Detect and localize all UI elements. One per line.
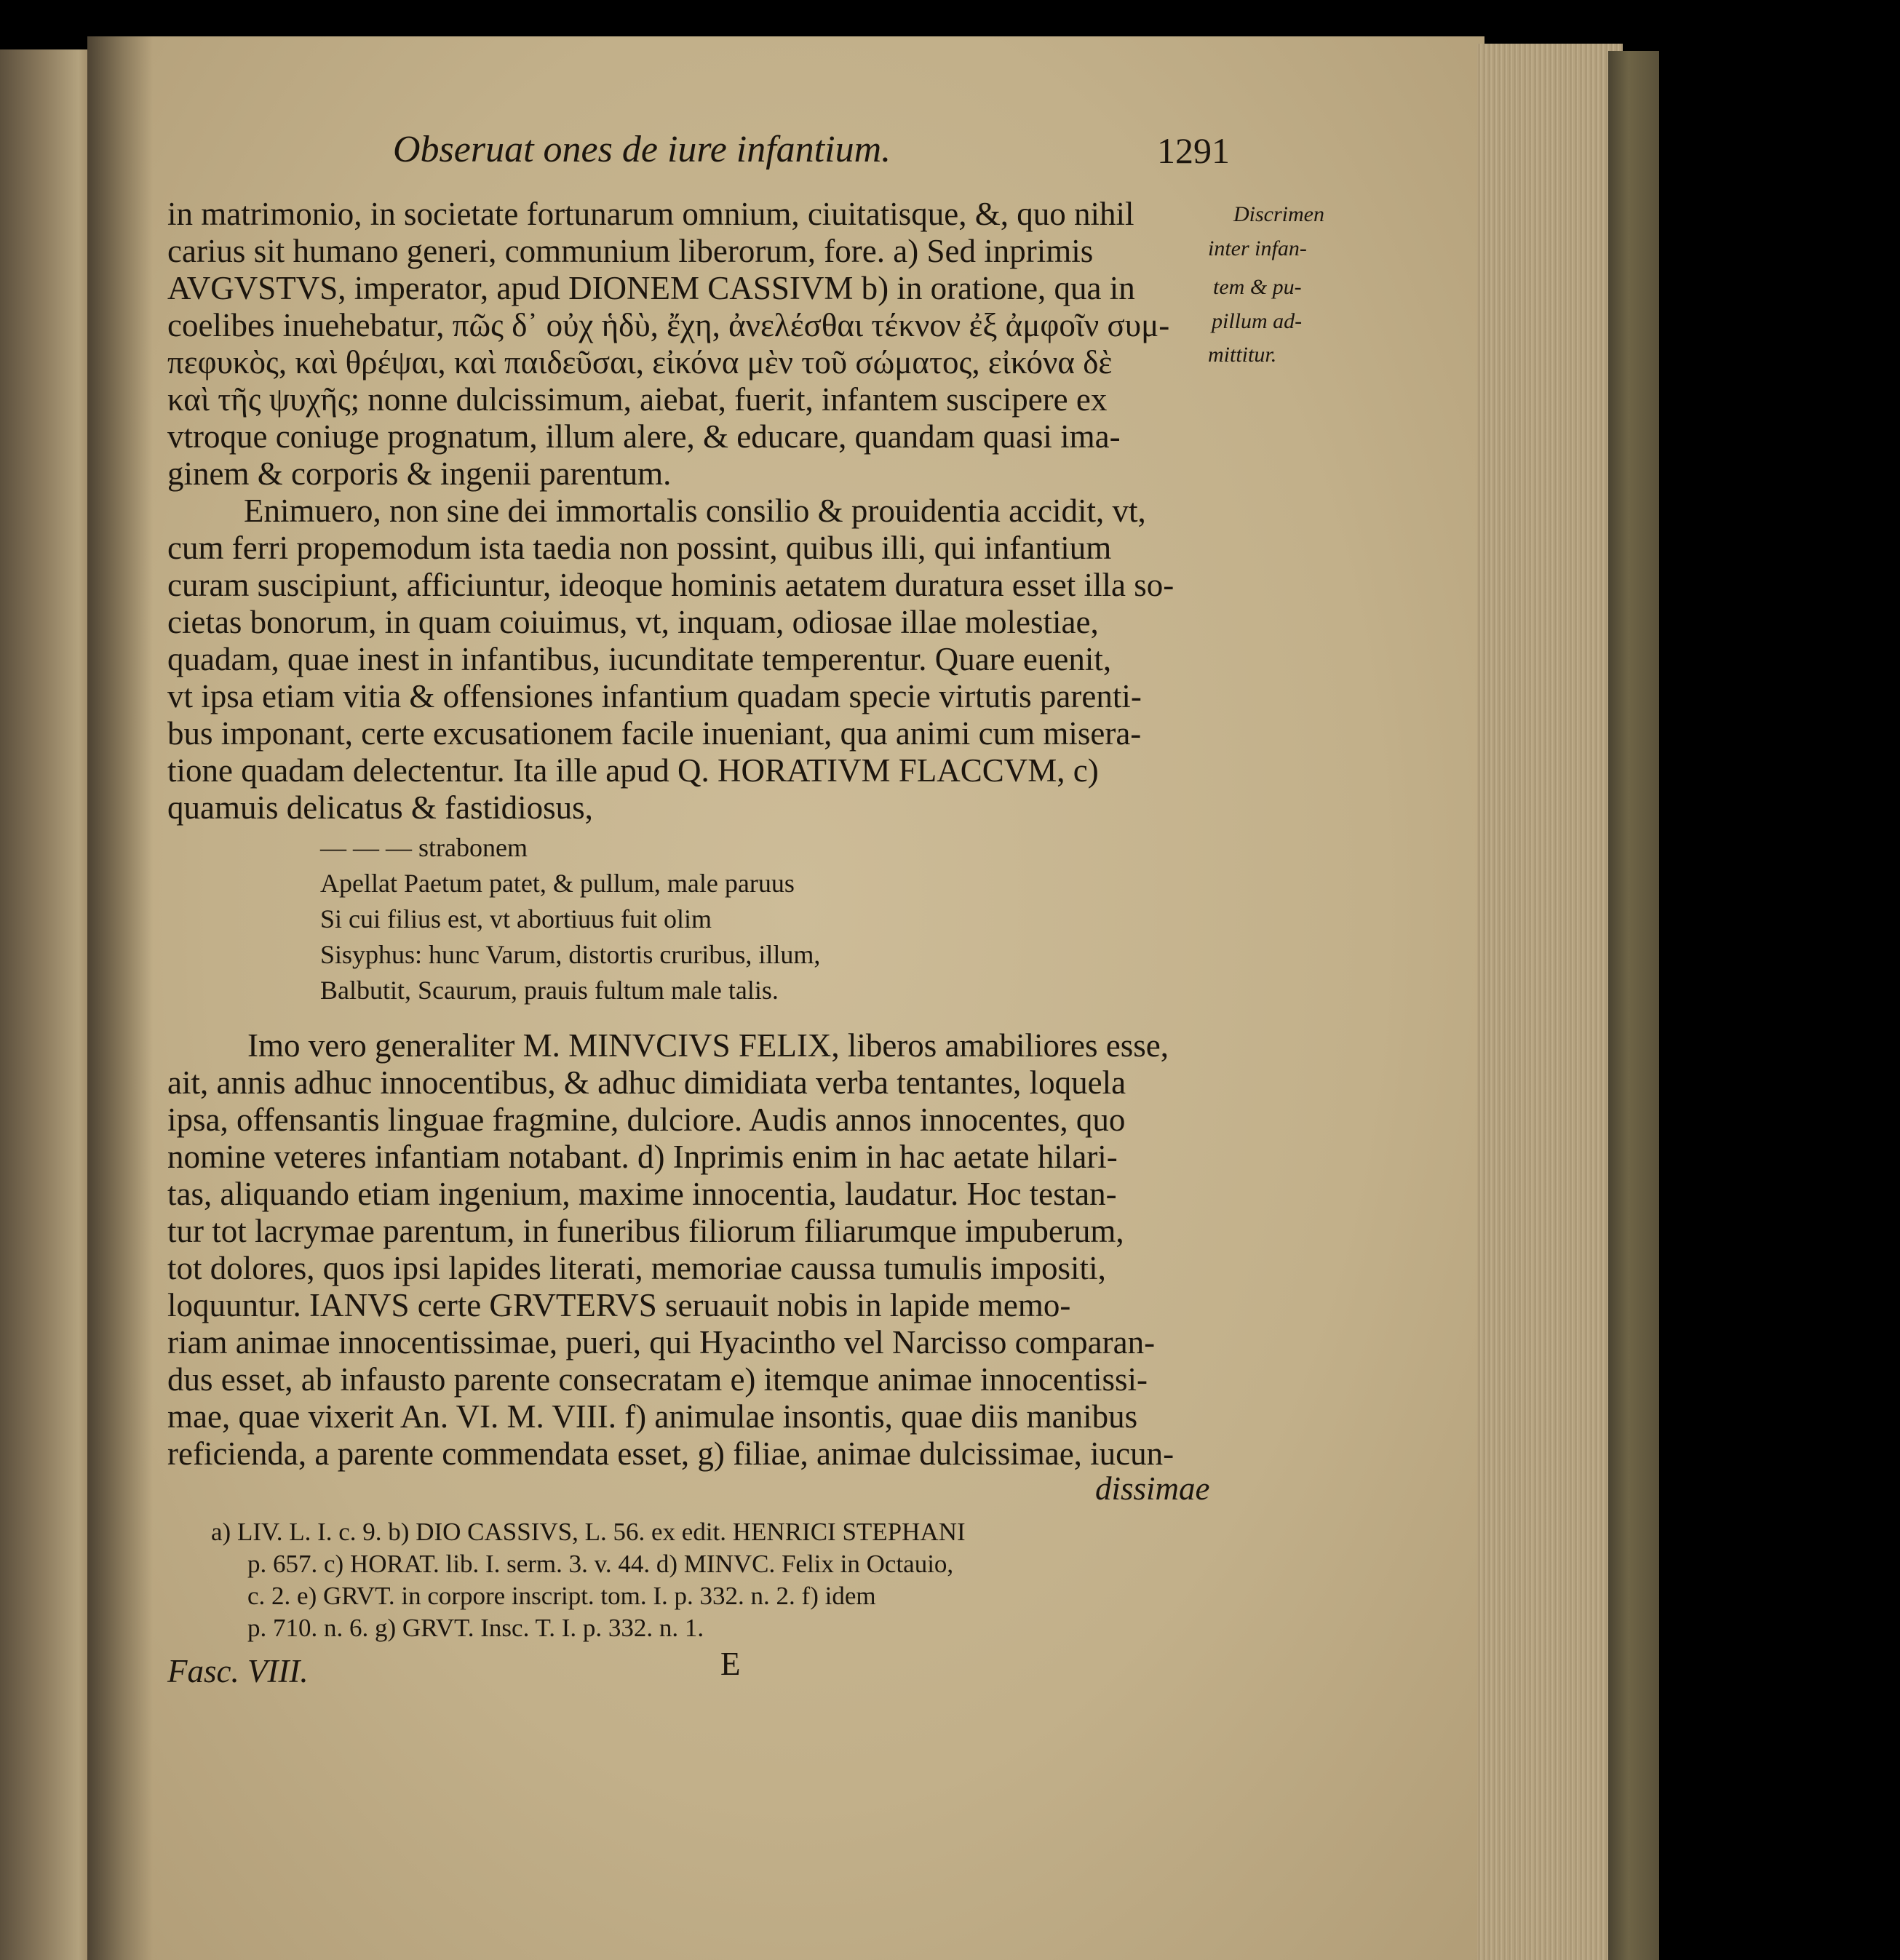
text-line: πεφυκὸς, καὶ θρέψαι, καὶ παιδεῦσαι, εἰκόνα μὲν τοῦ σώματος, εἰκόνα δὲ — [167, 344, 1113, 381]
page-edges — [1477, 44, 1623, 1960]
text-line: ipsa, offensantis linguae fragmine, dulciore. Audis annos innocentes, quo — [167, 1101, 1126, 1138]
text-line: quadam, quae inest in infantibus, iucunditate temperentur. Quare euenit, — [167, 641, 1112, 677]
text-line: curam suscipiunt, afficiuntur, ideoque hominis aetatem duratura esset illa so- — [167, 567, 1174, 603]
margin-note-line: Discrimen — [1233, 202, 1324, 226]
text-line: ginem & corporis & ingenii parentum. — [167, 455, 672, 492]
footnote-line: p. 710. n. 6. g) GRVT. Insc. T. I. p. 332. n. 1. — [247, 1614, 704, 1642]
text-line: loquuntur. IANVS certe GRVTERVS seruauit nobis in lapide memo- — [167, 1287, 1071, 1323]
footnote-line: p. 657. c) HORAT. lib. I. serm. 3. v. 44. d) MINVC. Felix in Octauio, — [247, 1550, 954, 1578]
text-line: riam animae innocentissimae, pueri, qui Hyacintho vel Narcisso comparan- — [167, 1324, 1156, 1361]
text-line: coelibes inuehebatur, πῶς δ᾽ οὐχ ἡδὺ, ἔχη, ἀνελέσθαι τέκνον ἐξ ἀμφοῖν συμ- — [167, 307, 1170, 343]
text-line: in matrimonio, in societate fortunarum omnium, ciuitatisque, &, quo nihil — [167, 196, 1134, 232]
book-gutter — [87, 36, 153, 1960]
fascicle-mark: Fasc. VIII. — [167, 1653, 309, 1689]
catchword: dissimae — [1095, 1470, 1210, 1507]
signature-letter: E — [720, 1646, 741, 1682]
text-line: nomine veteres infantiam notabant. d) Inprimis enim in hac aetate hilari- — [167, 1139, 1118, 1175]
verse-line: Sisyphus: hunc Varum, distortis cruribus, illum, — [320, 940, 821, 969]
verse-line: Si cui filius est, vt abortiuus fuit olim — [320, 904, 712, 933]
book-cover-edge — [1608, 51, 1659, 1960]
verse-line: Apellat Paetum patet, & pullum, male paruus — [320, 869, 795, 898]
text-line: καὶ τῆς ψυχῆς; nonne dulcissimum, aiebat, fuerit, infantem suscipere ex — [167, 381, 1108, 418]
margin-note-line: inter infan- — [1208, 236, 1307, 260]
text-line: tur tot lacrymae parentum, in funeribus filiorum filiarumque impuberum, — [167, 1213, 1124, 1249]
text-line: tas, aliquando etiam ingenium, maxime innocentia, laudatur. Hoc testan- — [167, 1176, 1117, 1212]
running-title: Obseruat ones de iure infantium. — [393, 129, 891, 170]
text-line: Imo vero generaliter M. MINVCIVS FELIX, liberos amabiliores esse, — [247, 1027, 1169, 1064]
margin-note-line: mittitur. — [1208, 343, 1277, 367]
margin-note-line: tem & pu- — [1213, 275, 1302, 299]
text-line: carius sit humano generi, communium liberorum, fore. a) Sed inprimis — [167, 233, 1094, 269]
left-page-edge — [0, 49, 87, 1960]
text-line: ait, annis adhuc innocentibus, & adhuc dimidiata verba tentantes, loquela — [167, 1064, 1126, 1101]
text-line: bus imponant, certe excusationem facile inueniant, qua animi cum misera- — [167, 715, 1142, 752]
footnote-line: a) LIV. L. I. c. 9. b) DIO CASSIVS, L. 56. ex edit. HENRICI STEPHANI — [211, 1518, 966, 1546]
text-line: mae, quae vixerit An. VI. M. VIII. f) animulae insontis, quae diis manibus — [167, 1398, 1138, 1435]
page-number: 1291 — [1157, 130, 1230, 171]
margin-note-line: pillum ad- — [1212, 309, 1303, 333]
text-line: reficienda, a parente commendata esset, g) filiae, animae dulcissimae, iucun- — [167, 1435, 1174, 1472]
footnote-line: c. 2. e) GRVT. in corpore inscript. tom. I. p. 332. n. 2. f) idem — [247, 1582, 876, 1610]
verse-line: Balbutit, Scaurum, prauis fultum male talis. — [320, 976, 779, 1005]
text-line: cietas bonorum, in quam coiuimus, vt, inquam, odiosae illae molestiae, — [167, 604, 1099, 640]
text-line: AVGVSTVS, imperator, apud DIONEM CASSIVM b) in oratione, qua in — [167, 270, 1135, 306]
text-line: Enimuero, non sine dei immortalis consilio & prouidentia accidit, vt, — [244, 493, 1146, 529]
text-line: tot dolores, quos ipsi lapides literati, memoriae caussa tumulis impositi, — [167, 1250, 1106, 1286]
text-line: vtroque coniuge prognatum, illum alere, & educare, quandam quasi ima- — [167, 418, 1121, 455]
text-line: quamuis delicatus & fastidiosus, — [167, 789, 593, 826]
verse-line: — — — strabonem — [320, 833, 528, 862]
text-line: tione quadam delectentur. Ita ille apud Q. HORATIVM FLACCVM, c) — [167, 752, 1099, 789]
text-line: cum ferri propemodum ista taedia non possint, quibus illi, qui infantium — [167, 530, 1112, 566]
text-line: vt ipsa etiam vitia & offensiones infantium quadam specie virtutis parenti- — [167, 678, 1142, 714]
text-line: dus esset, ab infausto parente consecratam e) itemque animae innocentissi- — [167, 1361, 1148, 1398]
